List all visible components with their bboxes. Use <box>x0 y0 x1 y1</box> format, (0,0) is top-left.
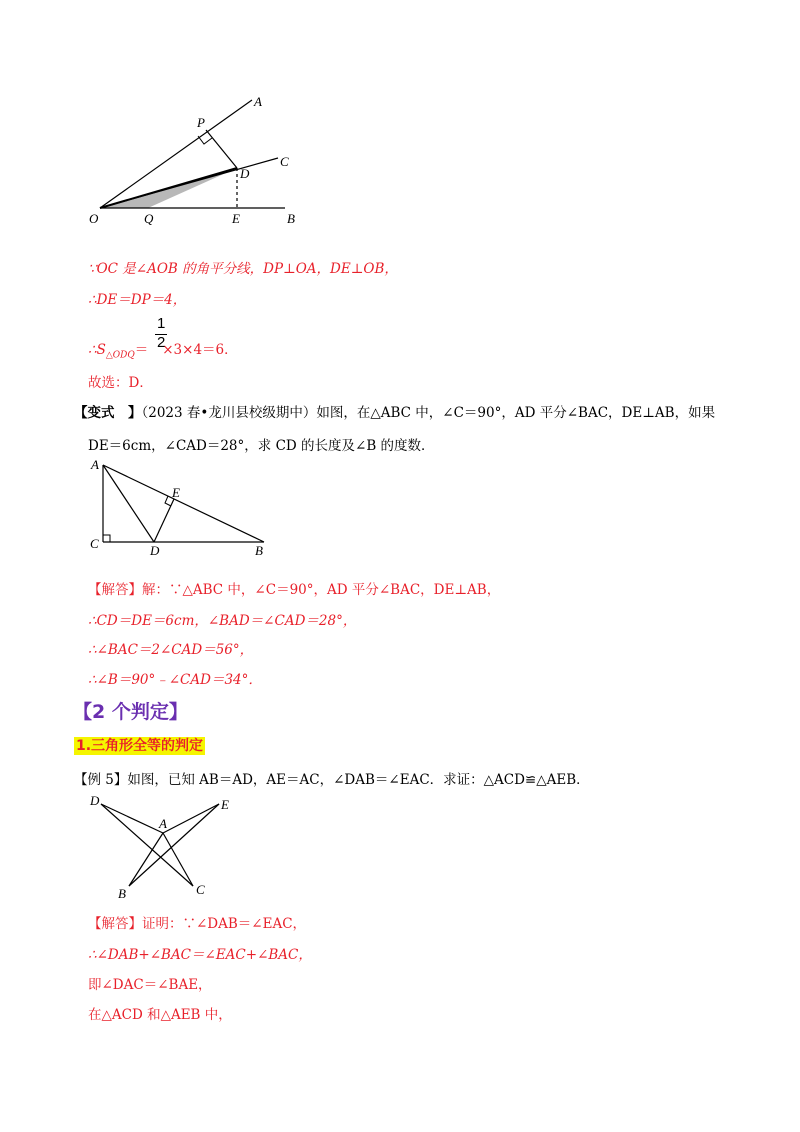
example5-text: 【例 5】如图，已知 AB＝AD，AE＝AC，∠DAB＝∠EAC．求证：△ACD≌△AEB． <box>74 772 590 788</box>
area-computation: ×3×4＝6． <box>162 342 238 358</box>
label-d: D <box>240 166 250 181</box>
segment-da <box>101 804 163 833</box>
subheading-wrapper <box>74 735 205 755</box>
segment-pd <box>206 130 237 168</box>
label-c: C <box>196 882 205 897</box>
fraction-denominator: 2 <box>157 334 166 351</box>
solution2-line2: ∴CD＝DE＝6cm，∠BAD＝∠CAD＝28°， <box>88 613 357 629</box>
label-e: E <box>172 485 180 500</box>
label-o: O <box>89 211 99 226</box>
solution3-line1: 【解答】证明：∵∠DAB＝∠EAC， <box>88 916 307 932</box>
solution1-line1: ∵OC 是∠AOB 的角平分线，DP⊥OA，DE⊥OB， <box>88 261 398 277</box>
solution1-line2: ∴DE＝DP＝4， <box>88 292 187 308</box>
label-d: D <box>90 793 100 808</box>
solution3-line4: 在△ACD 和△AEB 中， <box>88 1007 232 1023</box>
area-symbol: ∴S <box>88 342 106 358</box>
right-angle-mark-c <box>103 535 110 542</box>
label-b: B <box>118 886 126 901</box>
label-e: E <box>232 211 240 226</box>
label-c: C <box>280 154 289 169</box>
fraction-numerator: 1 <box>157 315 166 332</box>
solution2-line3: ∴∠BAC＝2∠CAD＝56°， <box>88 642 254 658</box>
side-ab <box>103 465 264 542</box>
equals-sign: ＝ <box>134 342 149 358</box>
label-q: Q <box>144 211 154 226</box>
label-a: A <box>159 816 167 831</box>
variant-line2: DE＝6cm，∠CAD＝28°，求 CD 的长度及∠B 的度数． <box>88 438 435 454</box>
label-a: A <box>91 457 99 472</box>
label-e: E <box>221 797 229 812</box>
segment-eb <box>129 804 219 886</box>
solution3-line2: ∴∠DAB+∠BAC＝∠EAC+∠BAC， <box>88 947 312 963</box>
area-subscript: △ODQ <box>105 350 135 361</box>
solution2-line1: 【解答】解：∵△ABC 中，∠C＝90°，AD 平分∠BAC，DE⊥AB， <box>88 582 501 598</box>
label-b: B <box>287 211 295 226</box>
label-b: B <box>255 543 263 558</box>
section-heading: 【2 个判定】 <box>73 701 188 723</box>
variant-line1 <box>74 401 715 421</box>
variant-tag: 【变式 】 <box>74 405 142 421</box>
figure-bowtie <box>85 788 245 904</box>
solution2-line4: ∴∠B＝90°﹣∠CAD＝34°． <box>88 672 262 688</box>
section-subheading: 1.三角形全等的判定 <box>76 738 204 754</box>
segment-dc <box>101 804 193 886</box>
label-p: P <box>197 115 205 130</box>
label-d: D <box>150 543 160 558</box>
label-c: C <box>90 536 99 551</box>
segment-od <box>100 168 237 208</box>
solution1-answer: 故选：D． <box>88 375 153 391</box>
segment-ae <box>163 804 219 833</box>
figure-right-triangle <box>86 455 286 559</box>
figure-angle-bisector <box>80 90 320 230</box>
variant-text: （2023 春•龙川县校级期中）如图，在△ABC 中，∠C＝90°，AD 平分∠BAC，DE⊥AB，如果 <box>141 405 716 421</box>
solution3-line3: 即∠DAC＝∠BAE， <box>88 977 212 993</box>
label-a: A <box>254 94 262 109</box>
